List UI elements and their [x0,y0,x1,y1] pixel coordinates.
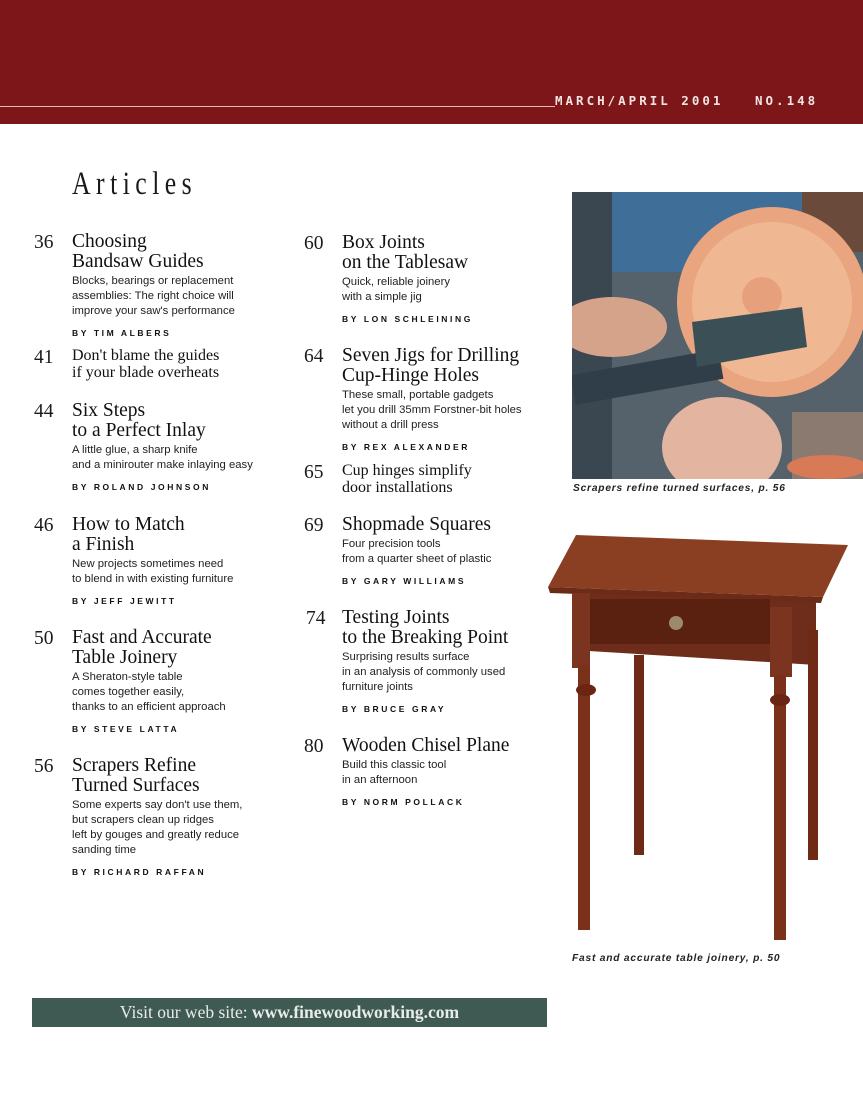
article-description: Some experts say don't use them, but scrapers clean up ridges left by gouges and greatly reduce sanding time [72,799,243,856]
article-description: Blocks, bearings or replacement assemblies: The right choice will improve your saw's performance [72,275,235,317]
masthead-band [0,0,863,124]
article-title: Choosing Bandsaw Guides [72,231,204,272]
article-44[interactable] [34,400,253,492]
article-byline: BY GARY WILLIAMS [342,576,467,586]
article-title: Shopmade Squares [342,514,491,535]
page-number: 36 [34,232,54,253]
article-byline: BY REX ALEXANDER [342,442,471,452]
lathe-photo-caption: Scrapers refine turned surfaces, p. 56 [573,483,786,494]
article-65[interactable] [304,462,472,496]
article-description: These small, portable gadgets let you drill 35mm Forstner-bit holes without a drill press [342,389,522,431]
page-number: 65 [304,462,324,483]
article-description: Four precision tools from a quarter sheet of plastic [342,538,492,565]
issue-info [555,93,818,108]
article-title: Box Joints on the Tablesaw [342,232,469,273]
header-rule [0,106,555,107]
article-byline: BY BRUCE GRAY [342,704,447,714]
sheraton-table-photo [548,535,848,945]
article-title: Don't blame the guides if your blade overheats [72,347,220,381]
article-41[interactable] [34,347,220,381]
article-byline: BY ROLAND JOHNSON [72,482,211,492]
article-title: Fast and Accurate Table Joinery [72,627,212,668]
issue-date: MARCH/APRIL 2001 [555,93,724,108]
article-36[interactable] [34,231,235,338]
article-74[interactable] [306,607,509,714]
article-byline: BY RICHARD RAFFAN [72,867,207,877]
page-number: 50 [34,628,54,649]
article-64[interactable] [304,345,522,452]
table-photo-caption: Fast and accurate table joinery, p. 50 [572,953,781,964]
website-prefix: Visit our web site: [119,1002,253,1022]
article-byline: BY JEFF JEWITT [72,596,177,606]
article-46[interactable] [34,514,234,606]
article-description: A little glue, a sharp knife and a minirouter make inlaying easy [72,444,253,471]
page-number: 74 [306,608,326,629]
article-description: Build this classic tool in an afternoon [342,759,447,786]
article-title: How to Match a Finish [72,514,185,555]
page-number: 44 [34,401,54,422]
article-description: Surprising results surface in an analysis of commonly used furniture joints [342,651,506,693]
page-number: 60 [304,233,324,254]
website-banner[interactable] [32,998,547,1027]
lathe-photo-illustration [572,192,863,479]
page-number: 56 [34,756,54,777]
page-number: 41 [34,347,54,368]
table-photo-illustration [548,535,848,945]
page-number: 64 [304,346,324,367]
article-80[interactable] [304,735,510,807]
page-number: 80 [304,736,324,757]
article-50[interactable] [34,627,226,734]
article-60[interactable] [304,232,473,324]
article-title: Scrapers Refine Turned Surfaces [72,755,200,796]
article-description: New projects sometimes need to blend in with existing furniture [72,558,234,585]
article-byline: BY NORM POLLACK [342,797,465,807]
lathe-scraper-photo [572,192,863,479]
website-url-link[interactable]: www.finewoodworking.com [252,1002,460,1022]
article-byline: BY LON SCHLEINING [342,314,473,324]
article-description: Quick, reliable joinery with a simple jig [342,276,450,303]
section-title: Articles [72,166,198,202]
issue-number: NO.148 [755,93,819,108]
article-title: Six Steps to a Perfect Inlay [72,400,206,441]
article-title: Testing Joints to the Breaking Point [342,607,509,648]
article-title: Wooden Chisel Plane [342,735,510,756]
article-byline: BY TIM ALBERS [72,328,172,338]
article-description: A Sheraton-style table comes together easily, thanks to an efficient approach [72,671,226,713]
article-byline: BY STEVE LATTA [72,724,180,734]
page-number: 46 [34,515,54,536]
article-69[interactable] [304,514,492,586]
article-56[interactable] [34,755,243,877]
article-title: Cup hinges simplify door installations [342,462,472,496]
article-title: Seven Jigs for Drilling Cup-Hinge Holes [342,345,520,386]
page-number: 69 [304,515,324,536]
